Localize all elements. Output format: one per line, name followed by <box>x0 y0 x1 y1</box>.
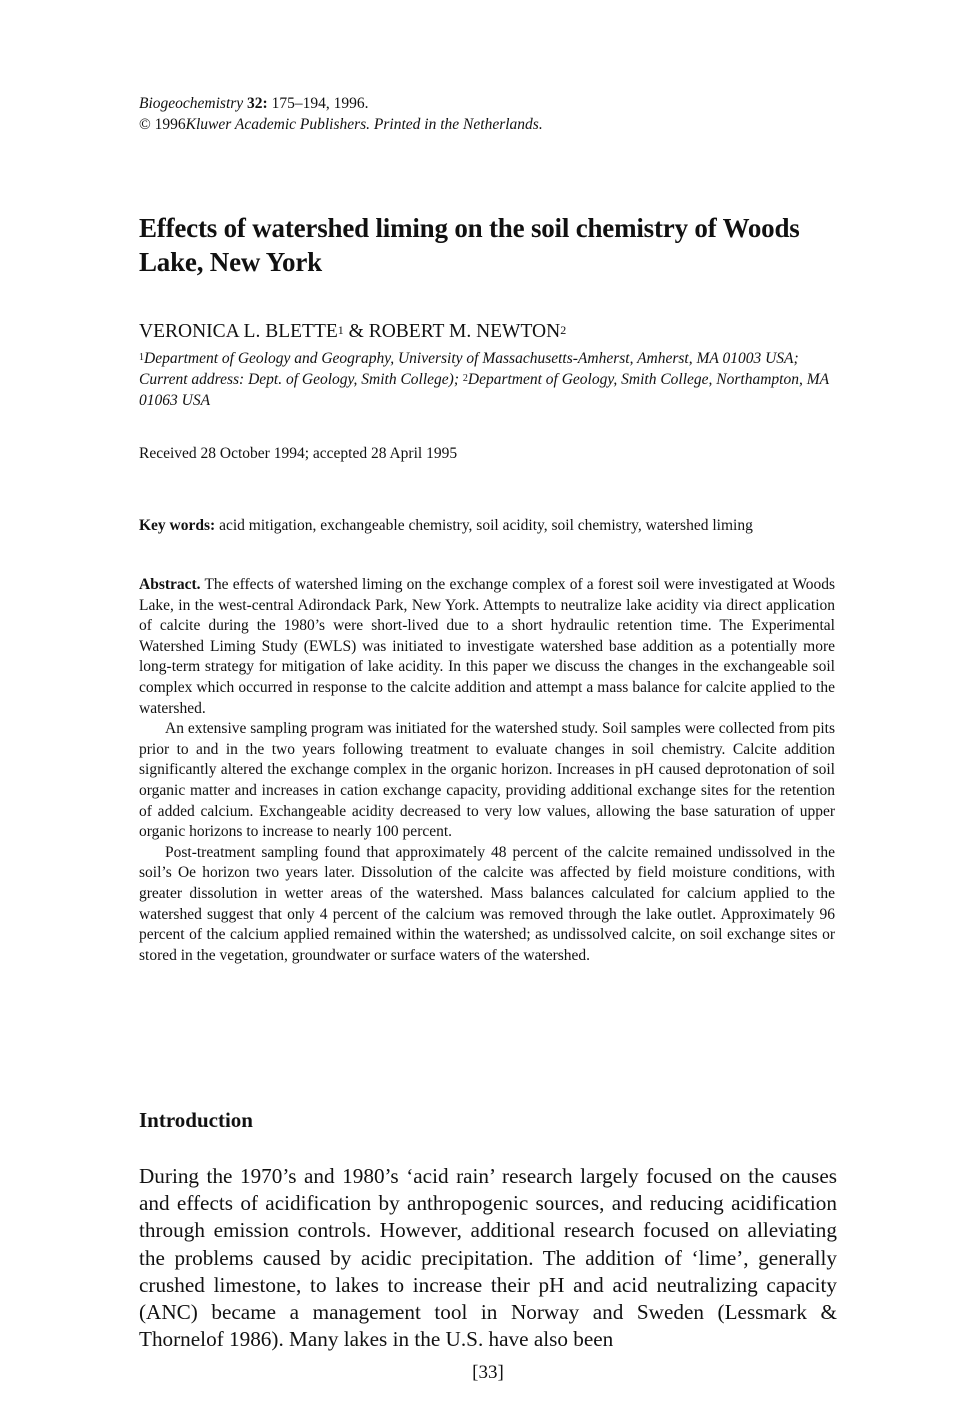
keywords-label: Key words: <box>139 517 216 534</box>
publisher: Kluwer Academic Publishers. Printed in the Netherlands. <box>185 116 543 133</box>
author-2: ROBERT M. NEWTON <box>368 321 561 342</box>
abstract-paragraph-3: Post-treatment sampling found that approximately 48 percent of the calcite remained undissolved in the soil’s Oe horizon two years later. Dissolution of the calcite was affected by field moisture conditions, with greater dissolution in wetter areas of the watershed. Mass balances calculated for calcium applied to the watershed suggest that only 4 percent of the calcium was removed through the lake outlet. Approximately 96 percent of the calcium applied remained within the watershed; as undissolved calcite, on soil exchange sites or stored in the vegetation, groundwater or surface waters of the watershed. <box>139 843 835 964</box>
keywords-text: acid mitigation, exchangeable chemistry, soil acidity, soil chemistry, watershed liming <box>215 517 753 534</box>
received-dates: Received 28 October 1994; accepted 28 April 1995 <box>139 445 458 462</box>
journal-volume: 32: <box>247 95 268 112</box>
keywords <box>139 515 835 536</box>
journal-name: Biogeochemistry <box>139 95 244 112</box>
affil-2-mark: 2 <box>462 373 468 384</box>
journal-pages-year: 175–194, 1996. <box>271 95 369 112</box>
citation-line <box>139 93 543 114</box>
author-1-affil-mark: 1 <box>337 323 344 337</box>
abstract-paragraph-2: An extensive sampling program was initiated for the watershed study. Soil samples were collected from pits prior to and in the two years following treatment to evaluate changes in soil chemistry. Calcite addition significantly altered the exchange complex in the organic horizon. Increases in pH caused deprotonation of soil organic matter and increases in cation exchange capacity, providing additional exchange sites for the retention of added calcium. Exchangeable acidity decreased to very low values, allowing the base saturation of upper organic horizons to increase to nearly 100 percent. <box>139 720 835 841</box>
abstract <box>139 575 835 966</box>
affiliations <box>139 348 839 411</box>
author-2-affil-mark: 2 <box>560 323 567 337</box>
affil-1-mark: 1 <box>139 352 144 363</box>
abstract-paragraph-1 <box>139 575 835 719</box>
author-1: VERONICA L. BLETTE <box>139 321 338 342</box>
copyright-symbol: © <box>139 116 151 133</box>
section-heading: Introduction <box>139 1108 253 1132</box>
affil-2-text: Department of Geology, Smith College, Northampton, MA 01063 USA <box>139 371 829 409</box>
author-line <box>139 320 566 344</box>
copyright-line <box>139 114 543 135</box>
journal-header <box>139 93 543 135</box>
page-number: [33] <box>472 1362 504 1383</box>
abstract-text-1: The effects of watershed liming on the exchange complex of a forest soil were investigated at Woods Lake, in the west-central Adirondack Park, New York. Attempts to neutralize lake acidity via direct application of calcite during the 1980’s were short-lived due to a short hydraulic retention time. The Experimental Watershed Liming Study (EWLS) was initiated to investigate watershed base addition as a potentially more long-term strategy for mitigation of lake acidity. In this paper we discuss the changes in the exchangeable soil complex which occurred in response to the calcite addition and attempt a mass balance for calcite applied to the watershed. <box>139 576 835 717</box>
copyright-year: 1996 <box>154 116 186 133</box>
abstract-label: Abstract. <box>139 576 201 593</box>
author-connector: & <box>343 321 369 342</box>
intro-paragraph: During the 1970’s and 1980’s ‘acid rain’ research largely focused on the causes and effects of acidification by anthropogenic sources, and reducing acidification through emission controls. However, additional research focused on alleviating the problems caused by acidic precipitation. The addition of ‘lime’, generally crushed limestone, to lakes to increase their pH and acid neutralizing capacity (ANC) became a management tool in Norway and Sweden (Lessmark & Thornelof 1986). Many lakes in the U.S. have also been <box>139 1164 837 1352</box>
paper-title: Effects of watershed liming on the soil chemistry of Woods Lake, New York <box>139 213 800 277</box>
affil-1-text: Department of Geology and Geography, University of Massachusetts-Amherst, Amherst, MA 01003 USA; Current address: Dept. of Geology, Smith College); <box>139 350 799 388</box>
